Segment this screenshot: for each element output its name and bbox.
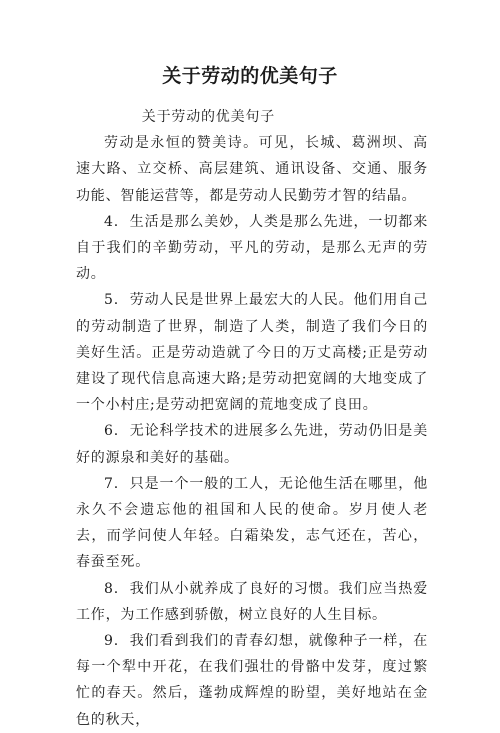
paragraph-9: 9. 我们看到我们的青春幻想，就像种子一样，在每一个犁中开花，在我们强壮的骨骼中发芽，度过繁忙的春天。然后，蓬勃成辉煌的盼望，美好地站在金色的秋天， [76, 633, 428, 728]
document-body [76, 104, 428, 733]
paragraph-intro: 劳动是永恒的赞美诗。可见，长城、葛洲坝、高速大路、立交桥、高层建筑、通讯设备、交通、服务功能、智能运营等，都是劳动人民勤劳才智的结晶。 [76, 135, 428, 204]
paragraph-4: 4. 生活是那么美妙，人类是那么先进，一切都来自于我们的辛勤劳动，平凡的劳动，是那么无声的劳动。 [76, 213, 428, 283]
paragraph-7: 7. 只是一个一般的工人，无论他生活在哪里，他永久不会遗忘他的祖国和人民的使命。岁月使人老去，而学问使人年轻。白霜染发，志气还在，苦心，春蚕至死。 [76, 475, 428, 571]
paragraph-5: 5. 劳动人民是世界上最宏大的人民。他们用自己的劳动制造了世界，制造了人类，制造了我们今日的美好生活。正是劳动造就了今日的万丈高楼;正是劳动建设了现代信息高速大路;是劳动把宽阔的大地变成了一个小村庄;是劳动把宽阔的荒地变成了良田。 [76, 292, 428, 414]
paragraph-6: 6. 无论科学技术的进展多么先进，劳动仍旧是美好的源泉和美好的基础。 [76, 423, 428, 466]
document-subtitle: 关于劳动的优美句子 [141, 109, 275, 125]
paragraph-8: 8. 我们从小就养成了良好的习惯。我们应当热爱工作，为工作感到骄傲，树立良好的人生目标。 [76, 580, 428, 623]
document-title: 关于劳动的优美句子 [162, 65, 338, 87]
